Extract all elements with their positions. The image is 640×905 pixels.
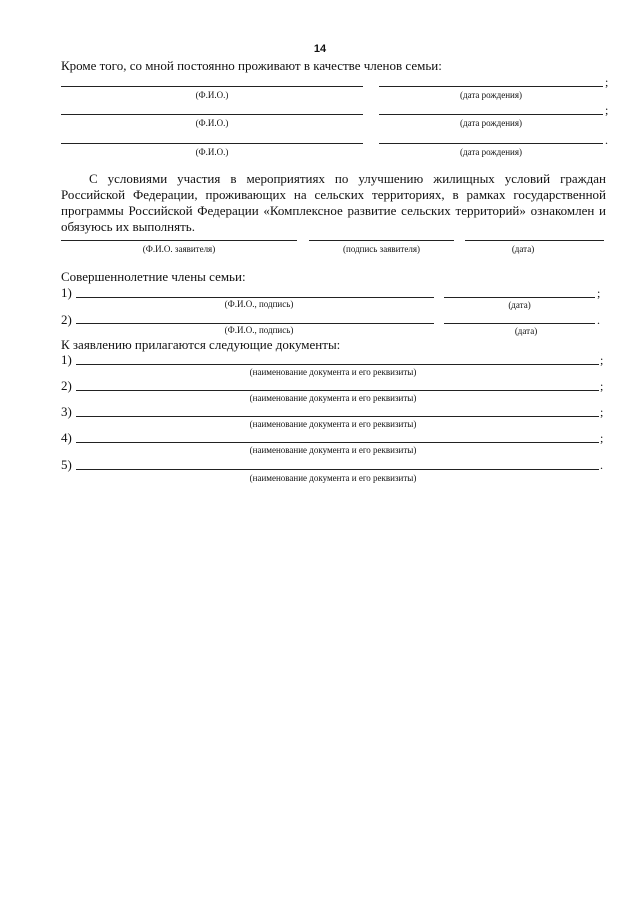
adult-row-end-2: . bbox=[597, 313, 600, 327]
applicant-name-line[interactable] bbox=[61, 240, 297, 241]
applicant-signature-line[interactable] bbox=[309, 240, 454, 241]
family-birthdate-line-3[interactable] bbox=[379, 143, 603, 144]
family-row-end-1: ; bbox=[605, 75, 609, 89]
doc-row-end-4: ; bbox=[600, 431, 604, 445]
family-name-line-2[interactable] bbox=[61, 114, 363, 115]
family-birthdate-caption-2: (дата рождения) bbox=[460, 118, 522, 128]
consent-line-4: обязуюсь их выполнять. bbox=[61, 219, 195, 234]
doc-row-number-5: 5) bbox=[61, 457, 72, 472]
family-birthdate-caption-1: (дата рождения) bbox=[460, 90, 522, 100]
doc-caption-1: (наименование документа и его реквизиты) bbox=[249, 367, 417, 377]
adult-date-caption-1: (дата) bbox=[508, 300, 531, 310]
consent-line-1: С условиями участия в мероприятиях по улучшению жилищных условий граждан bbox=[89, 171, 606, 186]
family-birthdate-line-2[interactable] bbox=[379, 114, 603, 115]
consent-line-2: Российской Федерации, проживающих на сельских территориях, в рамках государственной bbox=[61, 187, 606, 202]
doc-row-end-3: ; bbox=[600, 405, 604, 419]
adult-name-signature-caption-1: (Ф.И.О., подпись) bbox=[224, 299, 294, 309]
doc-row-end-2: ; bbox=[600, 379, 604, 393]
doc-caption-4: (наименование документа и его реквизиты) bbox=[249, 445, 417, 455]
family-name-line-1[interactable] bbox=[61, 86, 363, 87]
consent-paragraph bbox=[61, 171, 606, 235]
doc-row-end-5: . bbox=[600, 458, 603, 472]
family-intro: Кроме того, со мной постоянно проживают в качестве членов семьи: bbox=[61, 58, 442, 73]
doc-caption-2: (наименование документа и его реквизиты) bbox=[249, 393, 417, 403]
family-row-end-2: ; bbox=[605, 103, 609, 117]
doc-row-number-1: 1) bbox=[61, 352, 72, 367]
doc-caption-5: (наименование документа и его реквизиты) bbox=[249, 473, 417, 483]
family-birthdate-line-1[interactable] bbox=[379, 86, 603, 87]
applicant-date-line[interactable] bbox=[465, 240, 604, 241]
page-number: 14 bbox=[313, 43, 327, 55]
doc-row-number-4: 4) bbox=[61, 430, 72, 445]
doc-line-3[interactable] bbox=[76, 416, 599, 417]
adult-members-heading: Совершеннолетние члены семьи: bbox=[61, 269, 246, 284]
adult-name-signature-line-2[interactable] bbox=[76, 323, 434, 324]
family-birthdate-caption-3: (дата рождения) bbox=[460, 147, 522, 157]
doc-caption-3: (наименование документа и его реквизиты) bbox=[249, 419, 417, 429]
doc-line-4[interactable] bbox=[76, 442, 599, 443]
family-name-caption-3: (Ф.И.О.) bbox=[195, 147, 229, 157]
adult-date-line-2[interactable] bbox=[444, 323, 595, 324]
adult-date-caption-2: (дата) bbox=[514, 326, 538, 336]
doc-line-2[interactable] bbox=[76, 390, 599, 391]
family-name-caption-1: (Ф.И.О.) bbox=[195, 90, 229, 100]
documents-heading: К заявлению прилагаются следующие документы: bbox=[61, 337, 341, 352]
applicant-date-caption: (дата) bbox=[511, 244, 535, 254]
doc-row-end-1: ; bbox=[600, 353, 604, 367]
applicant-signature-caption: (подпись заявителя) bbox=[343, 244, 420, 254]
doc-row-number-2: 2) bbox=[61, 378, 72, 393]
family-name-caption-2: (Ф.И.О.) bbox=[195, 118, 229, 128]
adult-name-signature-caption-2: (Ф.И.О., подпись) bbox=[224, 325, 294, 335]
adult-row-end-1: ; bbox=[597, 286, 601, 300]
adult-row-number-2: 2) bbox=[61, 312, 72, 327]
family-row-end-3: . bbox=[605, 133, 608, 147]
consent-line-3: программы Российской Федерации «Комплексное развитие сельских территорий» ознакомлен и bbox=[61, 203, 606, 218]
doc-row-number-3: 3) bbox=[61, 404, 72, 419]
doc-line-5[interactable] bbox=[76, 469, 599, 470]
family-name-line-3[interactable] bbox=[61, 143, 363, 144]
applicant-name-caption: (Ф.И.О. заявителя) bbox=[142, 244, 216, 254]
doc-line-1[interactable] bbox=[76, 364, 599, 365]
adult-row-number-1: 1) bbox=[61, 285, 72, 300]
adult-name-signature-line-1[interactable] bbox=[76, 297, 434, 298]
adult-date-line-1[interactable] bbox=[444, 297, 595, 298]
